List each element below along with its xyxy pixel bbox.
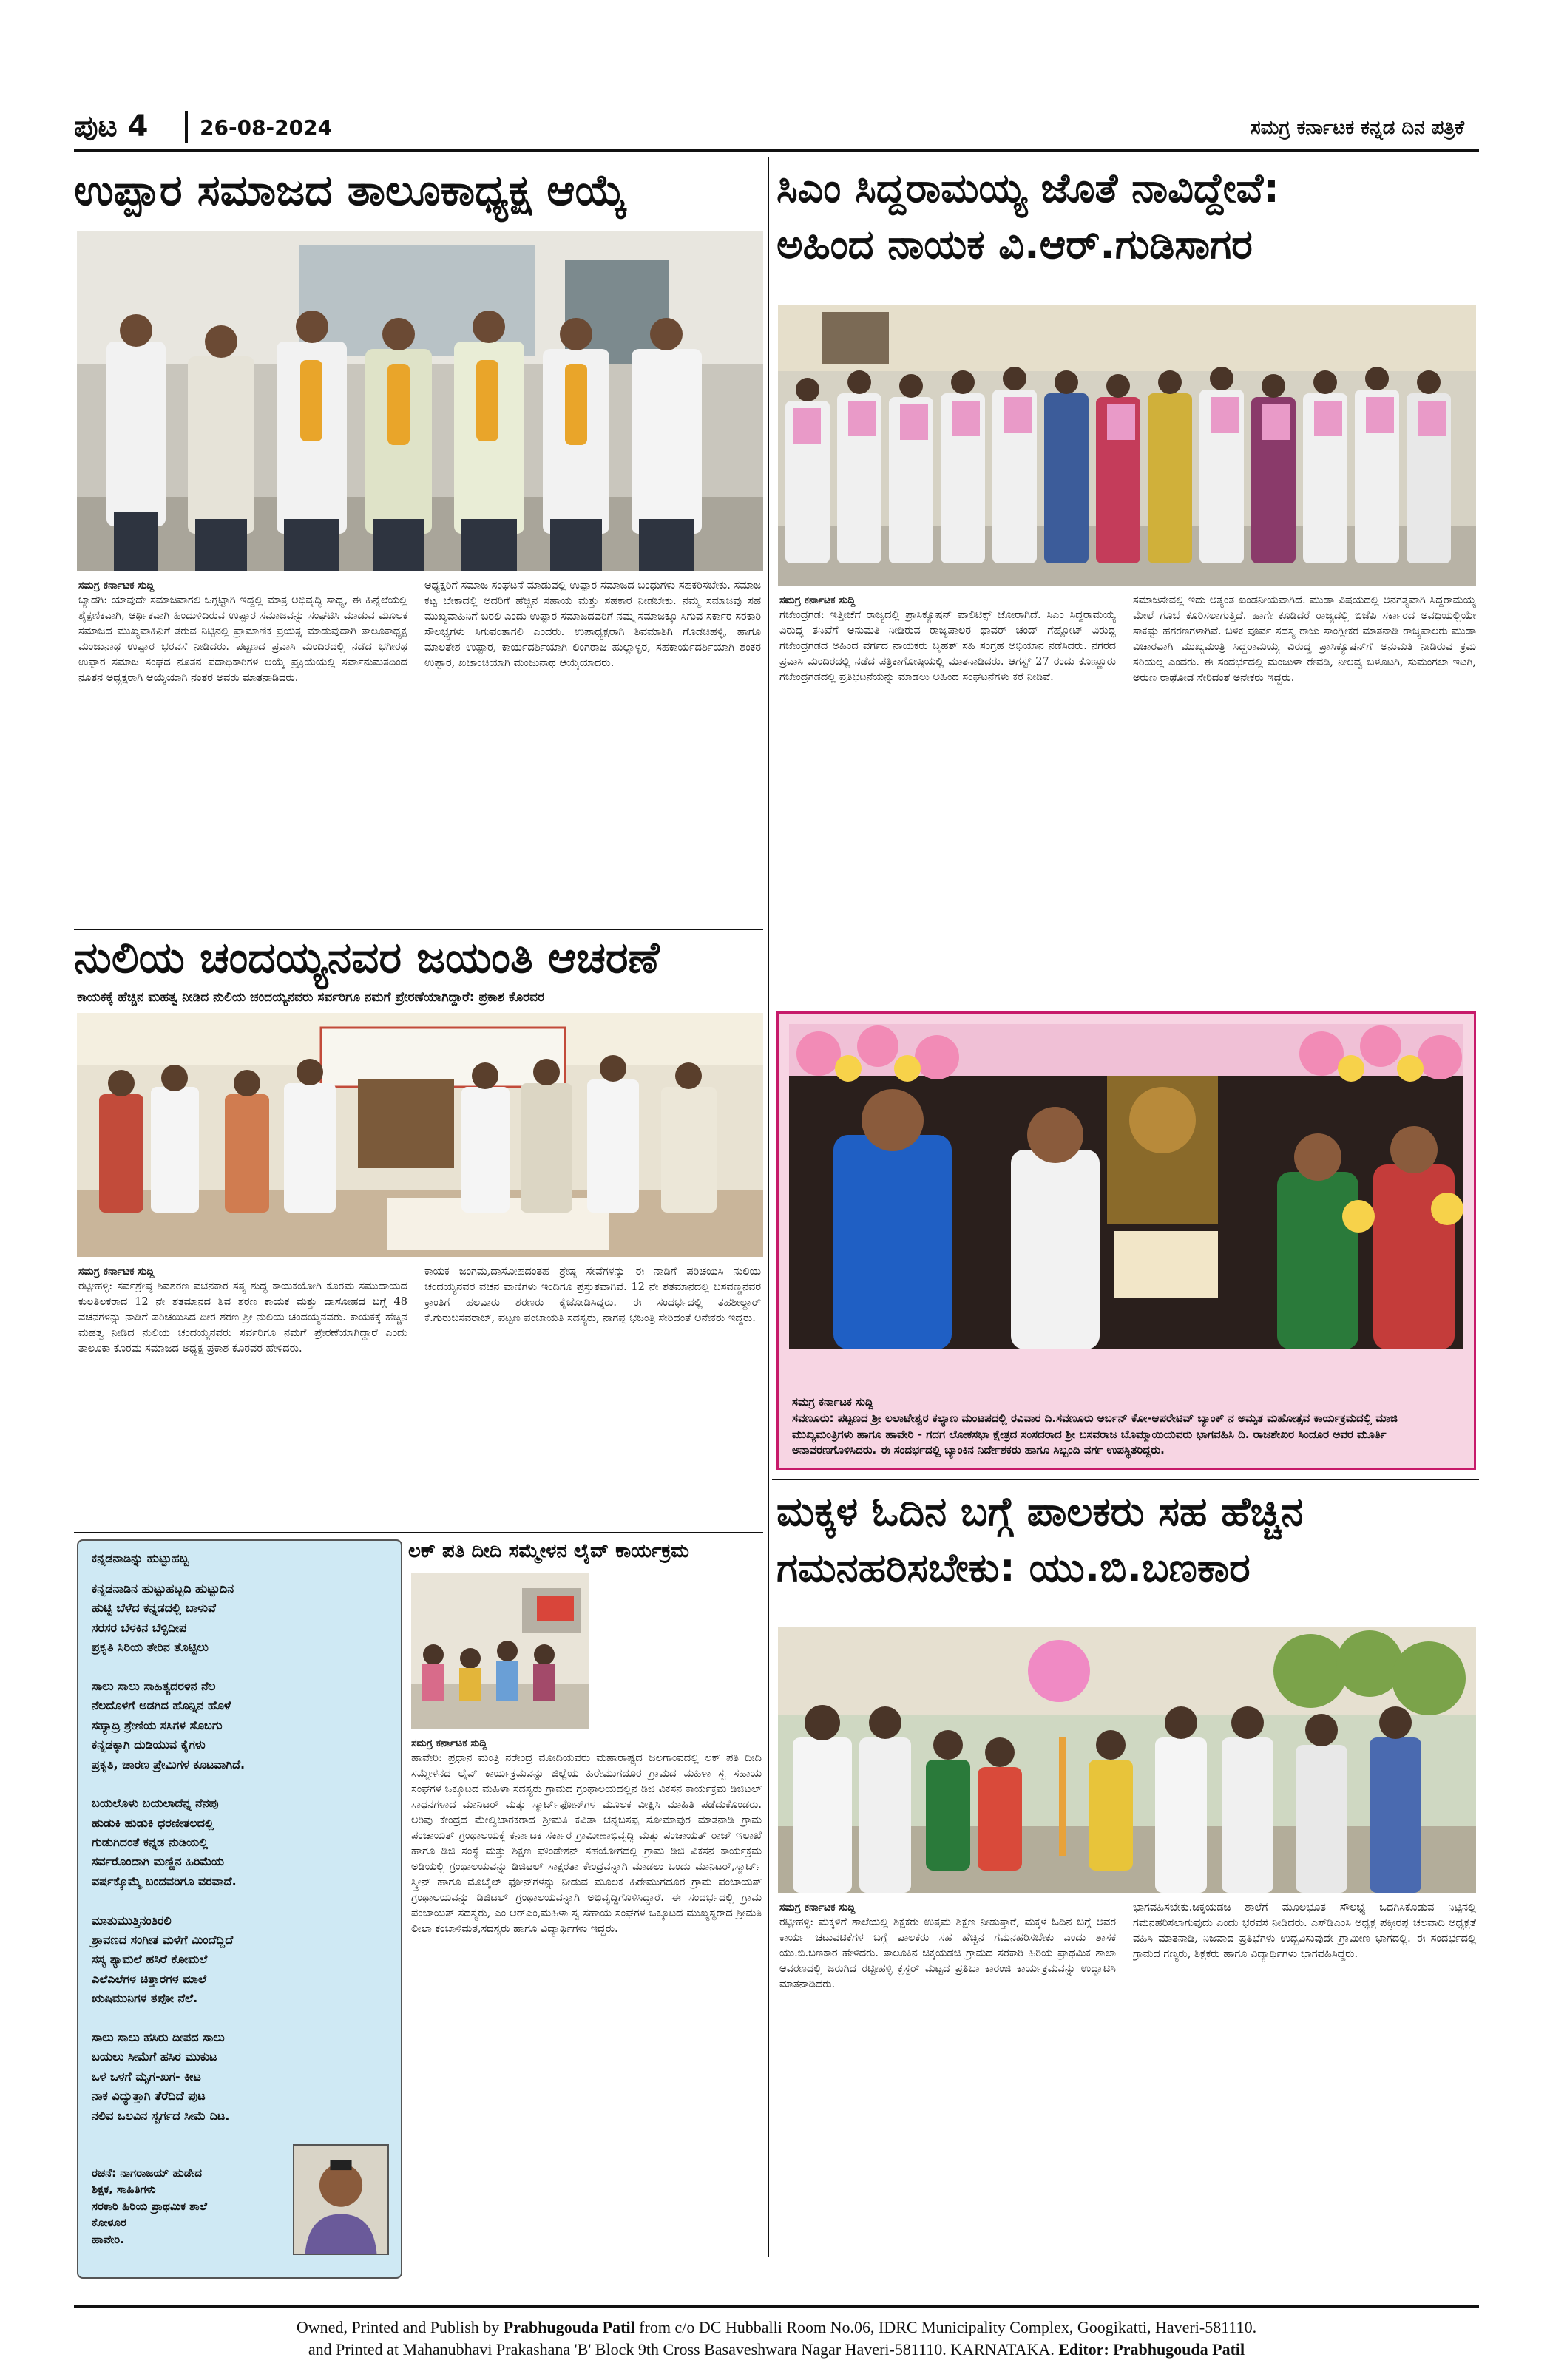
story5-column-2 [1133,1900,1476,2285]
imprint-owner-prefix: Owned, Printed and Publish by [296,2318,504,2336]
story3-text-1: ರಟ್ಟೀಹಳ್ಳಿ: ಸರ್ವಶ್ರೇಷ್ಠ ಶಿವಶರಣ ವಚನಕಾರ ಸತ್ಯ ಶುದ್ಧ ಕಾಯಕಯೋಗಿ ಕೊರಮ ಸಮುದಾಯದ ಕುಲತಿಲಕರಾದ 12 ನೇ ಶತಮಾನದ ಶಿವ ಶರಣ ಕಾಯಕ ಮತ್ತು ದಾಸೋಹದ ಬಗ್ಗೆ 48 ವಚನಗಳನ್ನು ನಾಡಿಗೆ ಪರಿಚಯಿಸಿದ ದೀರ ಶರಣ ಶ್ರೀ ನುಲಿಯ ಚಂದಯ್ಯನವರು. ಕಾಯಕಕ್ಕೆ ಹೆಚ್ಚಿನ ಮಹತ್ವ ನೀಡಿದ ನುಲಿಯ ಚಂದಯ್ಯನವರು ಸರ್ವರಿಗೂ ನಮಗೆ ಪ್ರೇರಣೆಯಾಗಿದ್ದಾರೆ ಎಂದು ತಾಲೂಕಾ ಕೊರಮ ಸಮಾಜದ ಅಧ್ಯಕ್ಷ ಪ್ರಕಾಶ ಕೊರವರ ಹೇಳಿದರು. [78,1281,407,1355]
story5-headline-line2: ಗಮನಹರಿಸಬೇಕು: ಯು.ಬಿ.ಬಣಕಾರ [776,1545,1251,1591]
poem-author: ರಚನೆ: ನಾಗರಾಜಯ್ ಹುಡೇದ ಶಿಕ್ಷಕ, ಸಾಹಿತಿಗಳು ಸರಕಾರಿ ಹಿರಿಯ ಪ್ರಾಥಮಿಕ ಶಾಲೆ ಕೋಳೂರ ಹಾವೇರಿ. [92,2166,208,2246]
poem-body: ಕನ್ನಡನಾಡಿನ ಹುಟ್ಟುಹಬ್ಬದಿ ಹುಟ್ಟುದಿನ ಹುಟ್ಟಿ ಬೆಳೆದ ಕನ್ನಡದಲ್ಲಿ ಬಾಳುವೆ ಸರಸರ ಬೆಳಕಿನ ಬೆಳ್ಳಿದೀಪ ಪ್ರಕೃತಿ ಸಿರಿಯ ತೇರಿನ ತೊಟ್ಟಿಲು ಸಾಲು ಸಾಲು ಸಾಹಿತ್ಯದರಳಿನ ನೆಲ ನೆಲದೊಳಗೆ ಅಡಗಿದ ಹೊನ್ನಿನ ಹೊಳೆ ಸಹ್ಯಾದ್ರಿ ಶ್ರೇಣಿಯ ಸಸಿಗಳ ಸೊಬಗು ಕನ್ನಡಕ್ಕಾಗಿ ದುಡಿಯುವ ಕೈಗಳು ಪ್ರಕೃತಿ, ಚಾರಣ ಪ್ರೇಮಿಗಳ ಕೂಟವಾಗಿದೆ. ಬಯಲೊಳು ಬಯಲಾದೆನ್ನ ನೆನಪು ಹುಡುಕಿ ಹುಡುಕಿ ಧರಣೀತಲದಲ್ಲಿ ಗುಡುಗಿದಂತೆ ಕನ್ನಡ ನುಡಿಯಲ್ಲಿ ಸರ್ವರೊಂದಾಗಿ ಮಣ್ಣಿನ ಹಿರಿಮೆಯ ವರ್ಷಕ್ಕೊಮ್ಮೆ ಬಂದವರಿಗೂ ವರವಾದೆ. ಮಾತುಮುತ್ತಿನಂತಿರಲಿ ಶ್ರಾವಣದ ಸಂಗೀತ ಮಳೆಗೆ ಮಿಂದೆದ್ದಿದೆ ಸಸ್ಯ ಶ್ಯಾಮಲೆ ಹಸಿರೆ ಕೋಮಲೆ ಎಲೆಎಲೆಗಳ ಚಿತ್ತಾರಗಳ ಮಾಲೆ ಋಷಿಮುನಿಗಳ ತಪೋ ನೆಲೆ. ಸಾಲು ಸಾಲು ಹಸಿರು ದೀಪದ ಸಾಲು ಬಯಲು ಸೀಮೆಗೆ ಹಸಿರ ಮುಕುಟ ಒಳ ಒಳಗೆ ಮೃಗ-ಖಗ- ಕೀಟ ನಾಕ ವಿದ್ಯುತ್ತಾಗಿ ತೆರೆದಿದೆ ಪುಟ ನಲಿವ ಒಲವಿನ ಸ್ವರ್ಗದ ಸೀಮೆ ದಿಟ. [92,1581,246,2123]
masthead-divider [185,111,188,143]
story6-photo [411,1573,589,1729]
newspaper-page [74,0,1479,2380]
imprint-owner-name: Prabhugouda Patil [503,2318,635,2336]
story3-subhead: ಕಾಯಕಕ್ಕೆ ಹೆಚ್ಚಿನ ಮಹತ್ವ ನೀಡಿದ ನುಲಿಯ ಚಂದಯ್ಯನವರು ಸರ್ವರಿಗೂ ನಮಗೆ ಪ್ರೇರಣೆಯಾಗಿದ್ದಾರೆ: ಪ್ರಕಾಶ ಕೊರವರ [77,990,545,1005]
imprint-line-1 [74,2316,1479,2339]
page-label: ಪುಟ 4 [74,109,149,143]
story2-column-1 [779,593,1116,1007]
masthead [74,109,1479,152]
story1-headline: ಉಪ್ಪಾರ ಸಮಾಜದ ತಾಲೂಕಾಧ್ಯಕ್ಷ ಆಯ್ಕೆ [74,165,627,215]
story6-headline: ಲಕ್ ಪತಿ ದೀದಿ ಸಮ್ಮೇಳನ ಲೈವ್ ಕಾರ್ಯಕ್ರಮ [408,1540,690,1562]
story1-column-2 [424,578,761,926]
story3-text-2: ಕಾಯಕ ಜಂಗಮ,ದಾಸೋಹದಂತಹ ಶ್ರೇಷ್ಠ ಸೇವೆಗಳನ್ನು ಈ ನಾಡಿಗೆ ಪರಿಚಯಿಸಿ ನುಲಿಯ ಚಂದಯ್ಯನವರ ವಚನ ವಾಣಿಗಳು ಇಂದಿಗೂ ಪ್ರಸ್ತುತವಾಗಿವೆ. 12 ನೇ ಶತಮಾನದಲ್ಲಿ ಬಸವಣ್ಣನವರ ಕ್ರಾಂತಿಗೆ ಹಲವಾರು ಶರಣರು ಕೈಜೋಡಿಸಿದ್ದರು. ಈ ಸಂದರ್ಭದಲ್ಲಿ ತಹಶೀಲ್ದಾರ್ ಕೆ.ಗುರುಬಸವರಾಜ್, ಪಟ್ಟಣ ಪಂಚಾಯತಿ ಸದಸ್ಯರು, ನಾಗಪ್ಪ ಭಜಂತ್ರಿ ಸೇರಿದಂತೆ ಅನೇಕರು ಇದ್ದರು. [424,1266,761,1325]
story4-caption: ಸವಣೂರು: ಪಟ್ಟಣದ ಶ್ರೀ ಲಲಾಟೇಶ್ವರ ಕಲ್ಯಾಣ ಮಂಟಪದಲ್ಲಿ ರವಿವಾರ ದಿ.ಸವಣೂರು ಅರ್ಬನ್ ಕೋ-ಆಪರೇಟಿವ್ ಬ್ಯಾಂಕ್ ನ ಅಮೃತ ಮಹೋತ್ಸವ ಕಾರ್ಯಕ್ರಮದಲ್ಲಿ ಮಾಜಿ ಮುಖ್ಯಮಂತ್ರಿಗಳು ಹಾಗೂ ಹಾವೇರಿ - ಗದಗ ಲೋಕಸಭಾ ಕ್ಷೇತ್ರದ ಸಂಸದರಾದ ಶ್ರೀ ಬಸವರಾಜ ಬೊಮ್ಮಾಯಿಯವರು ಭಾಗವಹಿಸಿ ದಿ. ರಾಜಶೇಖರ ಸಿಂದೂರ ಅವರ ಮೂರ್ತಿ ಅನಾವರಣಗೊಳಿಸಿದರು. ಈ ಸಂದರ್ಭದಲ್ಲಿ ಬ್ಯಾಂಕಿನ ನಿರ್ದೇಶಕರು ಹಾಗೂ ಸಿಬ್ಬಂದಿ ವರ್ಗ ಉಪಸ್ಥಿತರಿದ್ದರು. [792,1411,1398,1457]
story3-column-2 [424,1264,761,1530]
poem-box [77,1539,402,2279]
story6-byline: ಸಮಗ್ರ ಕರ್ನಾಟಕ ಸುದ್ದಿ [411,1737,487,1749]
story2-column-2 [1133,593,1476,1007]
story4-photo [789,1024,1463,1349]
story1-text-1: ಬ್ಯಾಡಗಿ: ಯಾವುದೇ ಸಮಾಜವಾಗಲಿ ಒಗ್ಗಟ್ಟಾಗಿ ಇದ್ದಲ್ಲಿ ಮಾತ್ರ ಅಭಿವೃದ್ಧಿ ಸಾಧ್ಯ, ಈ ಹಿನ್ನೆಲೆಯಲ್ಲಿ ಶೈಕ್ಷಣಿಕವಾಗಿ, ಆರ್ಥಿಕವಾಗಿ ಹಿಂದುಳಿದಿರುವ ಉಪ್ಪಾರ ಸಮಾಜವನ್ನು ಸಂಘಟಿಸಿ ಮಾಡುವ ಮೂಲಕ ಸಮಾಜದ ಮುಖ್ಯವಾಹಿನಿಗೆ ತರುವ ನಿಟ್ಟಿನಲ್ಲಿ ಪ್ರಾಮಾಣಿಕ ಪ್ರಯತ್ನ ಮಾಡುವುದಾಗಿ ತಾಲೂಕಾಧ್ಯಕ್ಷ ಮಂಜುನಾಥ ಉಪ್ಪಾರ ಭರವಸೆ ನೀಡಿದರು. ಪಟ್ಟಣದ ಪ್ರವಾಸಿ ಮಂದಿರದಲ್ಲಿ ನಡೆದ ಭಗೀರಥ ಉಪ್ಪಾರ ಸಮಾಜ ಸಂಘದ ನೂತನ ಪದಾಧಿಕಾರಿಗಳ ಆಯ್ಕೆ ಪ್ರಕ್ರಿಯೆಯಲ್ಲಿ ಸರ್ವಾನುಮತದಿಂದ ನೂತನ ಅಧ್ಯಕ್ಷರಾಗಿ ಆಯ್ಕೆಯಾಗಿ ನಂತರ ಅವರು ಮಾತನಾಡಿದರು. [78,594,407,685]
story5-photo [778,1627,1476,1893]
author-portrait [293,2144,389,2255]
imprint-owner-address: from c/o DC Hubballi Room No.06, IDRC Municipality Complex, Googikatti, Haveri-581110. [634,2318,1257,2336]
imprint-line-2 [74,2339,1479,2361]
story5-text-2: ಭಾಗವಹಿಸಬೇಕು.ಚಿಕ್ಕಯಡಚಿ ಶಾಲೆಗೆ ಮೂಲಭೂತ ಸೌಲಭ್ಯ ಒದಗಿಸಿಕೊಡುವ ನಿಟ್ಟಿನಲ್ಲಿ ಗಮನಹರಿಸಲಾಗುವುದು ಎಂದು ಭರವಸೆ ನೀಡಿದರು. ಎಸ್‌ಡಿಎಂಸಿ ಅಧ್ಯಕ್ಷ ಪಕ್ಕೀರಪ್ಪ ಚಲವಾದಿ ಅಧ್ಯಕ್ಷತೆ ವಹಿಸಿ ಮಾತನಾಡಿ, ನಿಜವಾದ ಪ್ರತಿಭೆಗಳು ಉದ್ಭವಿಸುವುದೇ ಗ್ರಾಮೀಣ ಭಾಗದಲ್ಲಿ. ಈ ಸಂದರ್ಭದಲ್ಲಿ ಗ್ರಾಮದ ಗಣ್ಯರು, ಶಿಕ್ಷಕರು ಹಾಗೂ ವಿದ್ಯಾರ್ಥಿಗಳು ಭಾಗವಹಿಸಿದ್ದರು. [1133,1902,1476,1961]
story2-headline-line1: ಸಿಎಂ ಸಿದ್ದರಾಮಯ್ಯ ಜೊತೆ ನಾವಿದ್ದೇವೆ: [776,165,1279,211]
story4-end-rule [772,1479,1479,1480]
story4-box [776,1011,1476,1470]
story1-photo [77,231,763,571]
story5-text-1: ರಟ್ಟೀಹಳ್ಳಿ: ಮಕ್ಕಳಿಗೆ ಶಾಲೆಯಲ್ಲಿ ಶಿಕ್ಷಕರು ಉತ್ತಮ ಶಿಕ್ಷಣ ನೀಡುತ್ತಾರೆ, ಮಕ್ಕಳ ಓದಿನ ಬಗ್ಗೆ ಅವರ ಕಾರ್ಯ ಚಟುವಟಿಕೆಗಳ ಬಗ್ಗೆ ಪಾಲಕರು ಸಹ ಹೆಚ್ಚಿನ ಗಮನಹರಿಸಬೇಕು ಎಂದು ಶಾಸಕ ಯು.ಬಿ.ಬಣಕಾರ ಹೇಳಿದರು. ತಾಲೂಕಿನ ಚಿಕ್ಕಯಡಚಿ ಗ್ರಾಮದ ಸರಕಾರಿ ಹಿರಿಯ ಪ್ರಾಥಮಿಕ ಶಾಲಾ ಆವರಣದಲ್ಲಿ ಜರುಗಿದ ರಟ್ಟೀಹಳ್ಳಿ ಕ್ಲಸ್ಟರ್ ಮಟ್ಟದ ಪ್ರತಿಭಾ ಕಾರಂಜಿ ಕಾರ್ಯಕ್ರಮವನ್ನು ಉದ್ಘಾಟಿಸಿ ಮಾತನಾಡಿದರು. [779,1916,1116,1991]
story1-end-rule [74,929,763,930]
story2-headline-line2: ಅಹಿಂದ ನಾಯಕ ವಿ.ಆರ್.ಗುಡಿಸಾಗರ [776,221,1253,268]
column-divider [768,157,769,2257]
story1-byline: ಸಮಗ್ರ ಕರ್ನಾಟಕ ಸುದ್ದಿ [78,580,155,591]
imprint-footer [74,2305,1479,2360]
story1-column-1 [78,578,407,926]
story5-byline: ಸಮಗ್ರ ಕರ್ನಾಟಕ ಸುದ್ದಿ [779,1902,856,1913]
poem-title: ಕನ್ನಡನಾಡಿನ್ನು ಹುಟ್ಟುಹಬ್ಬ [92,1551,189,1565]
story4-caption-block [792,1394,1461,1459]
story2-byline: ಸಮಗ್ರ ಕರ್ನಾಟಕ ಸುದ್ದಿ [779,594,856,606]
imprint-printer: and Printed at Mahanubhavi Prakashana 'B' Block 9th Cross Basaveshwara Nagar Haveri-581110. KARNATAKA. [308,2339,1059,2359]
story5-column-1 [779,1900,1116,2285]
issue-date: 26-08-2024 [200,115,333,140]
story6-column [411,1736,762,2268]
story3-end-rule [74,1532,763,1533]
story1-text-2: ಅಧ್ಯಕ್ಷರಿಗೆ ಸಮಾಜ ಸಂಘಟನೆ ಮಾಡುವಲ್ಲಿ ಉಪ್ಪಾರ ಸಮಾಜದ ಬಂಧುಗಳು ಸಹಕರಿಸಬೇಕು. ಸಮಾಜ ಕಟ್ಟ ಬೇಕಾದಲ್ಲಿ ಅದರಿಗೆ ಹೆಚ್ಚಿನ ಸಹಾಯ ಮತ್ತು ಸಹಕಾರ ನೀಡಬೇಕು. ನಮ್ಮ ಸಮಾಜವು ಸಹ ಮುಖ್ಯವಾಹಿನಿಗೆ ಬರಲಿ ಎಂದು ಉಪ್ಪಾರ ಸಮಾಜದವರಿಗೆ ನಮ್ಮ ಸಮಾಜಕ್ಕೂ ಸಿಗುವ ಸರ್ಕಾರ ಸರಕಾರಿ ಸೌಲಭ್ಯಗಳು ಸಿಗುವಂತಾಗಲಿ ಎಂದರು. ಉಪಾಧ್ಯಕ್ಷರಾಗಿ ಶಿವಮಾಶಿಗಿ ಗೊಡಚಿಹಳ್ಳಿ, ಹಾಗೂ ಮಾಲತೇಶ ಉಪ್ಪಾರ, ಕಾರ್ಯದರ್ಶಿಯಾಗಿ ಲಿಂಗರಾಜ ಹುಲ್ಲಾಳ್ಳರ, ಸಹಕಾರ್ಯದರ್ಶಿಯಾಗಿ ಶಂಕರ ಉಪ್ಪಾರ, ಖಜಾಂಚಿಯಾಗಿ ಮಂಜುನಾಥ ಆಯ್ಕೆಯಾದರು. [424,580,761,670]
story5-headline-line1: ಮಕ್ಕಳ ಓದಿನ ಬಗ್ಗೆ ಪಾಲಕರು ಸಹ ಹೆಚ್ಚಿನ [776,1488,1304,1535]
story2-photo [778,305,1476,586]
paper-name: ಸಮಗ್ರ ಕರ್ನಾಟಕ ಕನ್ನಡ ದಿನ ಪತ್ರಿಕೆ [1250,117,1464,139]
story3-byline: ಸಮಗ್ರ ಕರ್ನಾಟಕ ಸುದ್ದಿ [78,1266,155,1278]
story3-column-1 [78,1264,407,1530]
story6-text: ಹಾವೇರಿ: ಪ್ರಧಾನ ಮಂತ್ರಿ ನರೇಂದ್ರ ಮೋದಿಯವರು ಮಹಾರಾಷ್ಟ್ರದ ಜಲಗಾಂವದಲ್ಲಿ ಲಕ್ ಪತಿ ದೀದಿ ಸಮ್ಮೇಳನದ ಲೈವ್ ಕಾರ್ಯಕ್ರಮವನ್ನು ಜಿಲ್ಲೆಯ ಹಿರೇಮುಗದೂರ ಗ್ರಾಮದ ಮಹಿಳಾ ಸ್ವ ಸಹಾಯ ಸಂಘಗಳ ಒಕ್ಕೂಟದ ಮಹಿಳಾ ಸದಸ್ಯರು ಗ್ರಾಮದ ಗ್ರಂಥಾಲಯದಲ್ಲಿನ ಡಿಜಿ ವಿಕಸನ ಕಾರ್ಯಕ್ರಮ ಡಿಜಿಟಲ್ ಸಾಧನಗಳಾದ ಮಾನಿಟರ್ ಮತ್ತು ಸ್ಮಾರ್ಟ್‌ಫೋನ್‌ಗಳ ಮೂಲಕ ವೀಕ್ಷಿಸಿ ಮಾಹಿತಿ ಪಡೆದುಕೊಂಡರು. ಅರಿವು ಕೇಂದ್ರದ ಮೇಲ್ವಿಚಾರಕರಾದ ಶ್ರೀಮತಿ ಕವಿತಾ ಚನ್ನಬಸಪ್ಪ ಸೋಮಾಪುರ ಮಾತನಾಡಿ ಗ್ರಾಮ ಪಂಚಾಯತ್ ಗ್ರಂಥಾಲಯಕ್ಕೆ ಕರ್ನಾಟಕ ಸರ್ಕಾರ ಗ್ರಾಮೀಣಾಭಿವೃದ್ಧಿ ಮತ್ತು ಪಂಚಾಯತ್ ರಾಜ್ ಇಲಾಖೆ ಹಾಗೂ ಡಿಜಿ ಸಂಸ್ಥೆ ಮತ್ತು ಶಿಕ್ಷಣ ಫೌಂಡೇಶನ್ ಸಹಯೋಗದಲ್ಲಿ ಗ್ರಾಮ ಡಿಜಿ ವಿಕಸನ ಕಾರ್ಯಕ್ರಮ ಅಡಿಯಲ್ಲಿ ಗ್ರಂಥಾಲಯವನ್ನು ಡಿಜಿಟಲ್ ಸಾಕ್ಷರತಾ ಕೇಂದ್ರವನ್ನಾಗಿ ಮಾಡಲು ಒಂದು ಮಾನಿಟರ್,ಸ್ಮಾರ್ಟ್ ಸ್ಕ್ರೀನ್ ಹಾಗೂ ಮೊಬೈಲ್ ಫೋನ್‌ಗಳನ್ನು ನೀಡುವ ಮೂಲಕ ಹಿರೇಮುಗದೂರ ಗ್ರಾಮ ಪಂಚಾಯತ್ ಗ್ರಂಥಾಲಯವನ್ನು ಡಿಜಿಟಲ್ ಗ್ರಂಥಾಲಯವನ್ನಾಗಿ ಅಭಿವೃದ್ಧಿಗೊಳಿಸಿದ್ದಾರೆ. ಈ ಸಂದರ್ಭದಲ್ಲಿ ಗ್ರಾಮ ಪಂಚಾಯತ್ ಸದಸ್ಯರು, ಎಂ ಆರ್‌ಎಂ,ಮಹಿಳಾ ಸ್ವ ಸಹಾಯ ಸಂಘಗಳ ಒಕ್ಕೂಟದ ಮುಖ್ಯಸ್ಥರಾದ ಶ್ರೀಮತಿ ಲೀಲಾ ಕಂಬಾಳಿಮಠ,ಸದಸ್ಯರು ಹಾಗೂ ವಿದ್ಯಾರ್ಥಿಗಳು ಇದ್ದರು. [411,1752,762,1936]
story2-text-2: ಸಮಾಜಸೇವಲ್ಲಿ ಇದು ಅತ್ಯಂತ ಖಂಡನೀಯವಾಗಿದೆ. ಮುಡಾ ವಿಷಯದಲ್ಲಿ ಅನಗತ್ಯವಾಗಿ ಸಿದ್ದರಾಮಯ್ಯ ಮೇಲೆ ಗೂಬೆ ಕೂರಿಸಲಾಗುತ್ತಿದೆ. ಹಾಗೇ ಕೂಡಿದರೆ ರಾಜ್ಯದಲ್ಲಿ ಬಿಜೆಪಿ ಸರ್ಕಾರದ ಅವಧಿಯಲ್ಲಿಯೇ ಸಾಕಷ್ಟು ಹಗರಣಗಳಾಗಿವೆ. ಬಳಿಕ ಪೂರ್ವ ಸದಸ್ಯ ರಾಜು ಸಾಂಗ್ಲೀಕರ ಮಾತನಾಡಿ ರಾಜ್ಯಪಾಲರು ಮುಡಾ ವಿಚಾರವಾಗಿ ಮುಖ್ಯಮಂತ್ರಿ ಸಿದ್ದರಾಮಯ್ಯ ವಿರುದ್ಧ ಪ್ರಾಸಿಕ್ಯೂಷನ್‌ಗೆ ಅನುಮತಿ ನೀಡಿರುವ ಕ್ರಮ ಸರಿಯಲ್ಲ ಎಂದರು. ಈ ಸಂದರ್ಭದಲ್ಲಿ ಮಂಜುಳಾ ರೇವಡಿ, ನೀಲವ್ವ ಬಳೂಟಗಿ, ಸುಮಂಗಲಾ ಇಟಗಿ, ಅರುಣ ರಾಥೋಡ ಸೇರಿದಂತೆ ಅನೇಕರು ಇದ್ದರು. [1133,594,1476,685]
story4-byline: ಸಮಗ್ರ ಕರ್ನಾಟಕ ಸುದ್ದಿ [792,1395,873,1408]
imprint-editor: Editor: Prabhugouda Patil [1058,2339,1245,2359]
story2-text-1: ಗಜೇಂದ್ರಗಡ: ಇತ್ತೀಚೆಗೆ ರಾಜ್ಯದಲ್ಲಿ ಪ್ರಾಸಿಕ್ಯೂಷನ್ ಪಾಲಿಟಿಕ್ಸ್ ಜೋರಾಗಿದೆ. ಸಿಎಂ ಸಿದ್ದರಾಮಯ್ಯ ವಿರುದ್ಧ ತನಿಖೆಗೆ ಅನುಮತಿ ನೀಡಿರುವ ರಾಜ್ಯಪಾಲರ ಥಾವರ್ ಚಂದ್ ಗೆಹ್ಲೋಟ್ ವಿರುದ್ಧ ಗಜೇಂದ್ರಗಡದ ಅಹಿಂದ ವರ್ಗದ ನಾಯಕರು ಬೃಹತ್ ಸಹಿ ಸಂಗ್ರಹ ಅಭಿಯಾನ ನಡೆಸಿದರು. ನಗರದ ಪ್ರವಾಸಿ ಮಂದಿರದಲ್ಲಿ ನಡೆದ ಪತ್ರಿಕಾಗೋಷ್ಠಿಯಲ್ಲಿ ಮಾತನಾಡಿದರು. ಆಗಸ್ಟ್ 27 ರಂದು ಕೊಣ್ಣೂರು ಗಜೇಂದ್ರಗಡದಲ್ಲಿ ಪ್ರತಿಭಟನೆಯನ್ನು ಮಾಡಲು ಅಹಿಂದ ಸಂಘಟನೆಗಳು ಕರೆ ನೀಡಿವೆ. [779,609,1116,684]
story3-headline: ನುಲಿಯ ಚಂದಯ್ಯನವರ ಜಯಂತಿ ಆಚರಣೆ [74,932,660,983]
story3-photo [77,1013,763,1257]
